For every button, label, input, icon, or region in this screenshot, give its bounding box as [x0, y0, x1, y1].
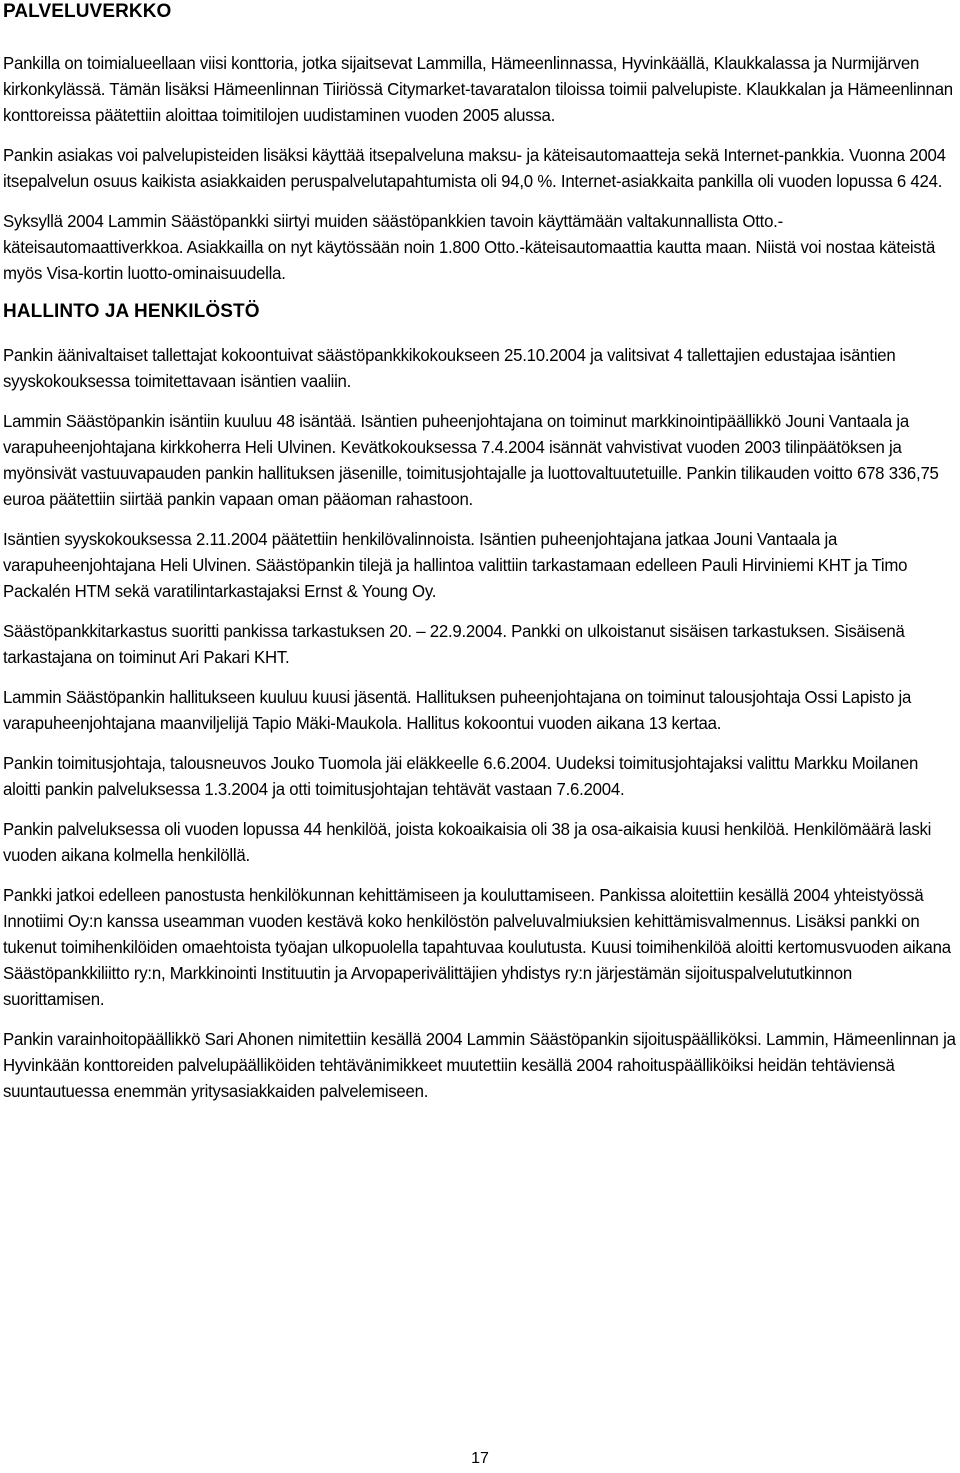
paragraph-branches: Pankilla on toimialueellaan viisi konttoria, jotka sijaitsevat Lammilla, Hämeenlinnassa, Hyvinkäällä, Klaukkalassa ja Nurmijärven kirkonkylässä. Tämän lisäksi Hämeenlinnan Tiiriössä Citymarket-tavaratalon tiloissa toimii palvelupiste. Klaukkalan ja Hämeenlinnan konttoreissa päätettiin aloittaa toimitilojen uudistaminen vuoden 2005 alussa.	[3, 53, 953, 125]
paragraph-staff-count: Pankin palveluksessa oli vuoden lopussa 44 henkilöä, joista kokoaikaisia oli 38 ja osa-aikaisia kuusi henkilöä. Henkilömäärä laski vuoden aikana kolmella henkilöllä.	[3, 819, 932, 865]
paragraph-otto-network: Syksyllä 2004 Lammin Säästöpankki siirtyi muiden säästöpankkien tavoin käyttämään valtakunnallista Otto.-käteisautomaattiverkkoa. Asiakkailla on nyt käytössään noin 1.800 Otto.-käteisautomaattia kautta maan. Niistä voi nostaa käteistä myös Visa-kortin luotto-ominaisuudella.	[3, 211, 936, 283]
paragraph-board: Lammin Säästöpankin hallitukseen kuuluu kuusi jäsentä. Hallituksen puheenjohtajana on toiminut talousjohtaja Ossi Lapisto ja varapuheenjohtajana maanviljelijä Tapio Mäki-Maukola. Hallitus kokoontui vuoden aikana 13 kertaa.	[3, 687, 912, 733]
page-number: 17	[471, 1450, 489, 1467]
section-heading-hallinto: HALLINTO JA HENKILÖSTÖ	[3, 301, 260, 322]
section-heading-palveluverkko: PALVELUVERKKO	[3, 1, 172, 22]
paragraph-self-service: Pankin asiakas voi palvelupisteiden lisäksi käyttää itsepalveluna maksu- ja käteisautomaatteja sekä Internet-pankkia. Vuonna 2004 itsepalvelun osuus kaikista asiakkaiden peruspalvelutapahtumista oli 94,0 %. Internet-asiakkaita pankilla oli vuoden lopussa 6 424.	[3, 145, 946, 191]
paragraph-ceo: Pankin toimitusjohtaja, talousneuvos Jouko Tuomola jäi eläkkeelle 6.6.2004. Uudeksi toimitusjohtajaksi valittu Markku Moilanen aloitti pankin palveluksessa 1.3.2004 ja otti toimitusjohtajan tehtävät vastaan 7.6.2004.	[3, 753, 919, 799]
paragraph-autumn-meeting: Isäntien syyskokouksessa 2.11.2004 päätettiin henkilövalinnoista. Isäntien puheenjohtajana jatkaa Jouni Vantaala ja varapuheenjohtajana Heli Ulvinen. Säästöpankin tilejä ja hallintoa valittiin tarkastamaan edelleen Pauli Hirviniemi KHT ja Timo Packalén HTM sekä varatilintarkastajaksi Ernst & Young Oy.	[3, 529, 908, 601]
paragraph-trustees: Lammin Säästöpankin isäntiin kuuluu 48 isäntää. Isäntien puheenjohtajana on toiminut markkinointipäällikkö Jouni Vantaala ja varapuheenjohtajana kirkkoherra Heli Ulvinen. Kevätkokouksessa 7.4.2004 isännät vahvistivat vuoden 2003 tilinpäätöksen ja myönsivät vastuuvapauden pankin hallituksen jäsenille, toimitusjohtajalle ja luottovaltuutetuille. Pankin tilikauden voitto 678 336,75 euroa päätettiin siirtää pankin vapaan oman pääoman rahastoon.	[3, 411, 939, 509]
paragraph-appointments: Pankin varainhoitopäällikkö Sari Ahonen nimitettiin kesällä 2004 Lammin Säästöpankin sijoituspäälliköksi. Lammin, Hämeenlinnan ja Hyvinkään konttoreiden palvelupäälliköiden tehtävänimikkeet muutettiin kesällä 2004 rahoituspäälliköiksi heidän tehtäviensä suuntautuessa enemmän yritysasiakkaiden palvelemiseen.	[3, 1029, 956, 1101]
paragraph-depositors-meeting: Pankin äänivaltaiset tallettajat kokoontuivat säästöpankkikokoukseen 25.10.2004 ja valitsivat 4 tallettajien edustajaa isäntien syyskokouksessa toimitettavaan isäntien vaaliin.	[3, 345, 896, 391]
paragraph-audit: Säästöpankkitarkastus suoritti pankissa tarkastuksen 20. – 22.9.2004. Pankki on ulkoistanut sisäisen tarkastuksen. Sisäisenä tarkastajana on toiminut Ari Pakari KHT.	[3, 621, 905, 667]
document-page	[3, 0, 957, 1118]
paragraph-training: Pankki jatkoi edelleen panostusta henkilökunnan kehittämiseen ja kouluttamiseen. Pankissa aloitettiin kesällä 2004 yhteistyössä Innotiimi Oy:n kanssa useamman vuoden kestävä koko henkilöstön palveluvalmiuksien kehittämisvalmennus. Lisäksi pankki on tukenut toimihenkilöiden omaehtoista työajan ulkopuolella tapahtuvaa koulutusta. Kuusi toimihenkilöä aloitti kertomusvuoden aikana Säästöpankkiliitto ry:n, Markkinointi Instituutin ja Arvopaperivälittäjien yhdistys ry:n järjestämän sijoituspalvelututkinnon suorittamisen.	[3, 885, 951, 1009]
